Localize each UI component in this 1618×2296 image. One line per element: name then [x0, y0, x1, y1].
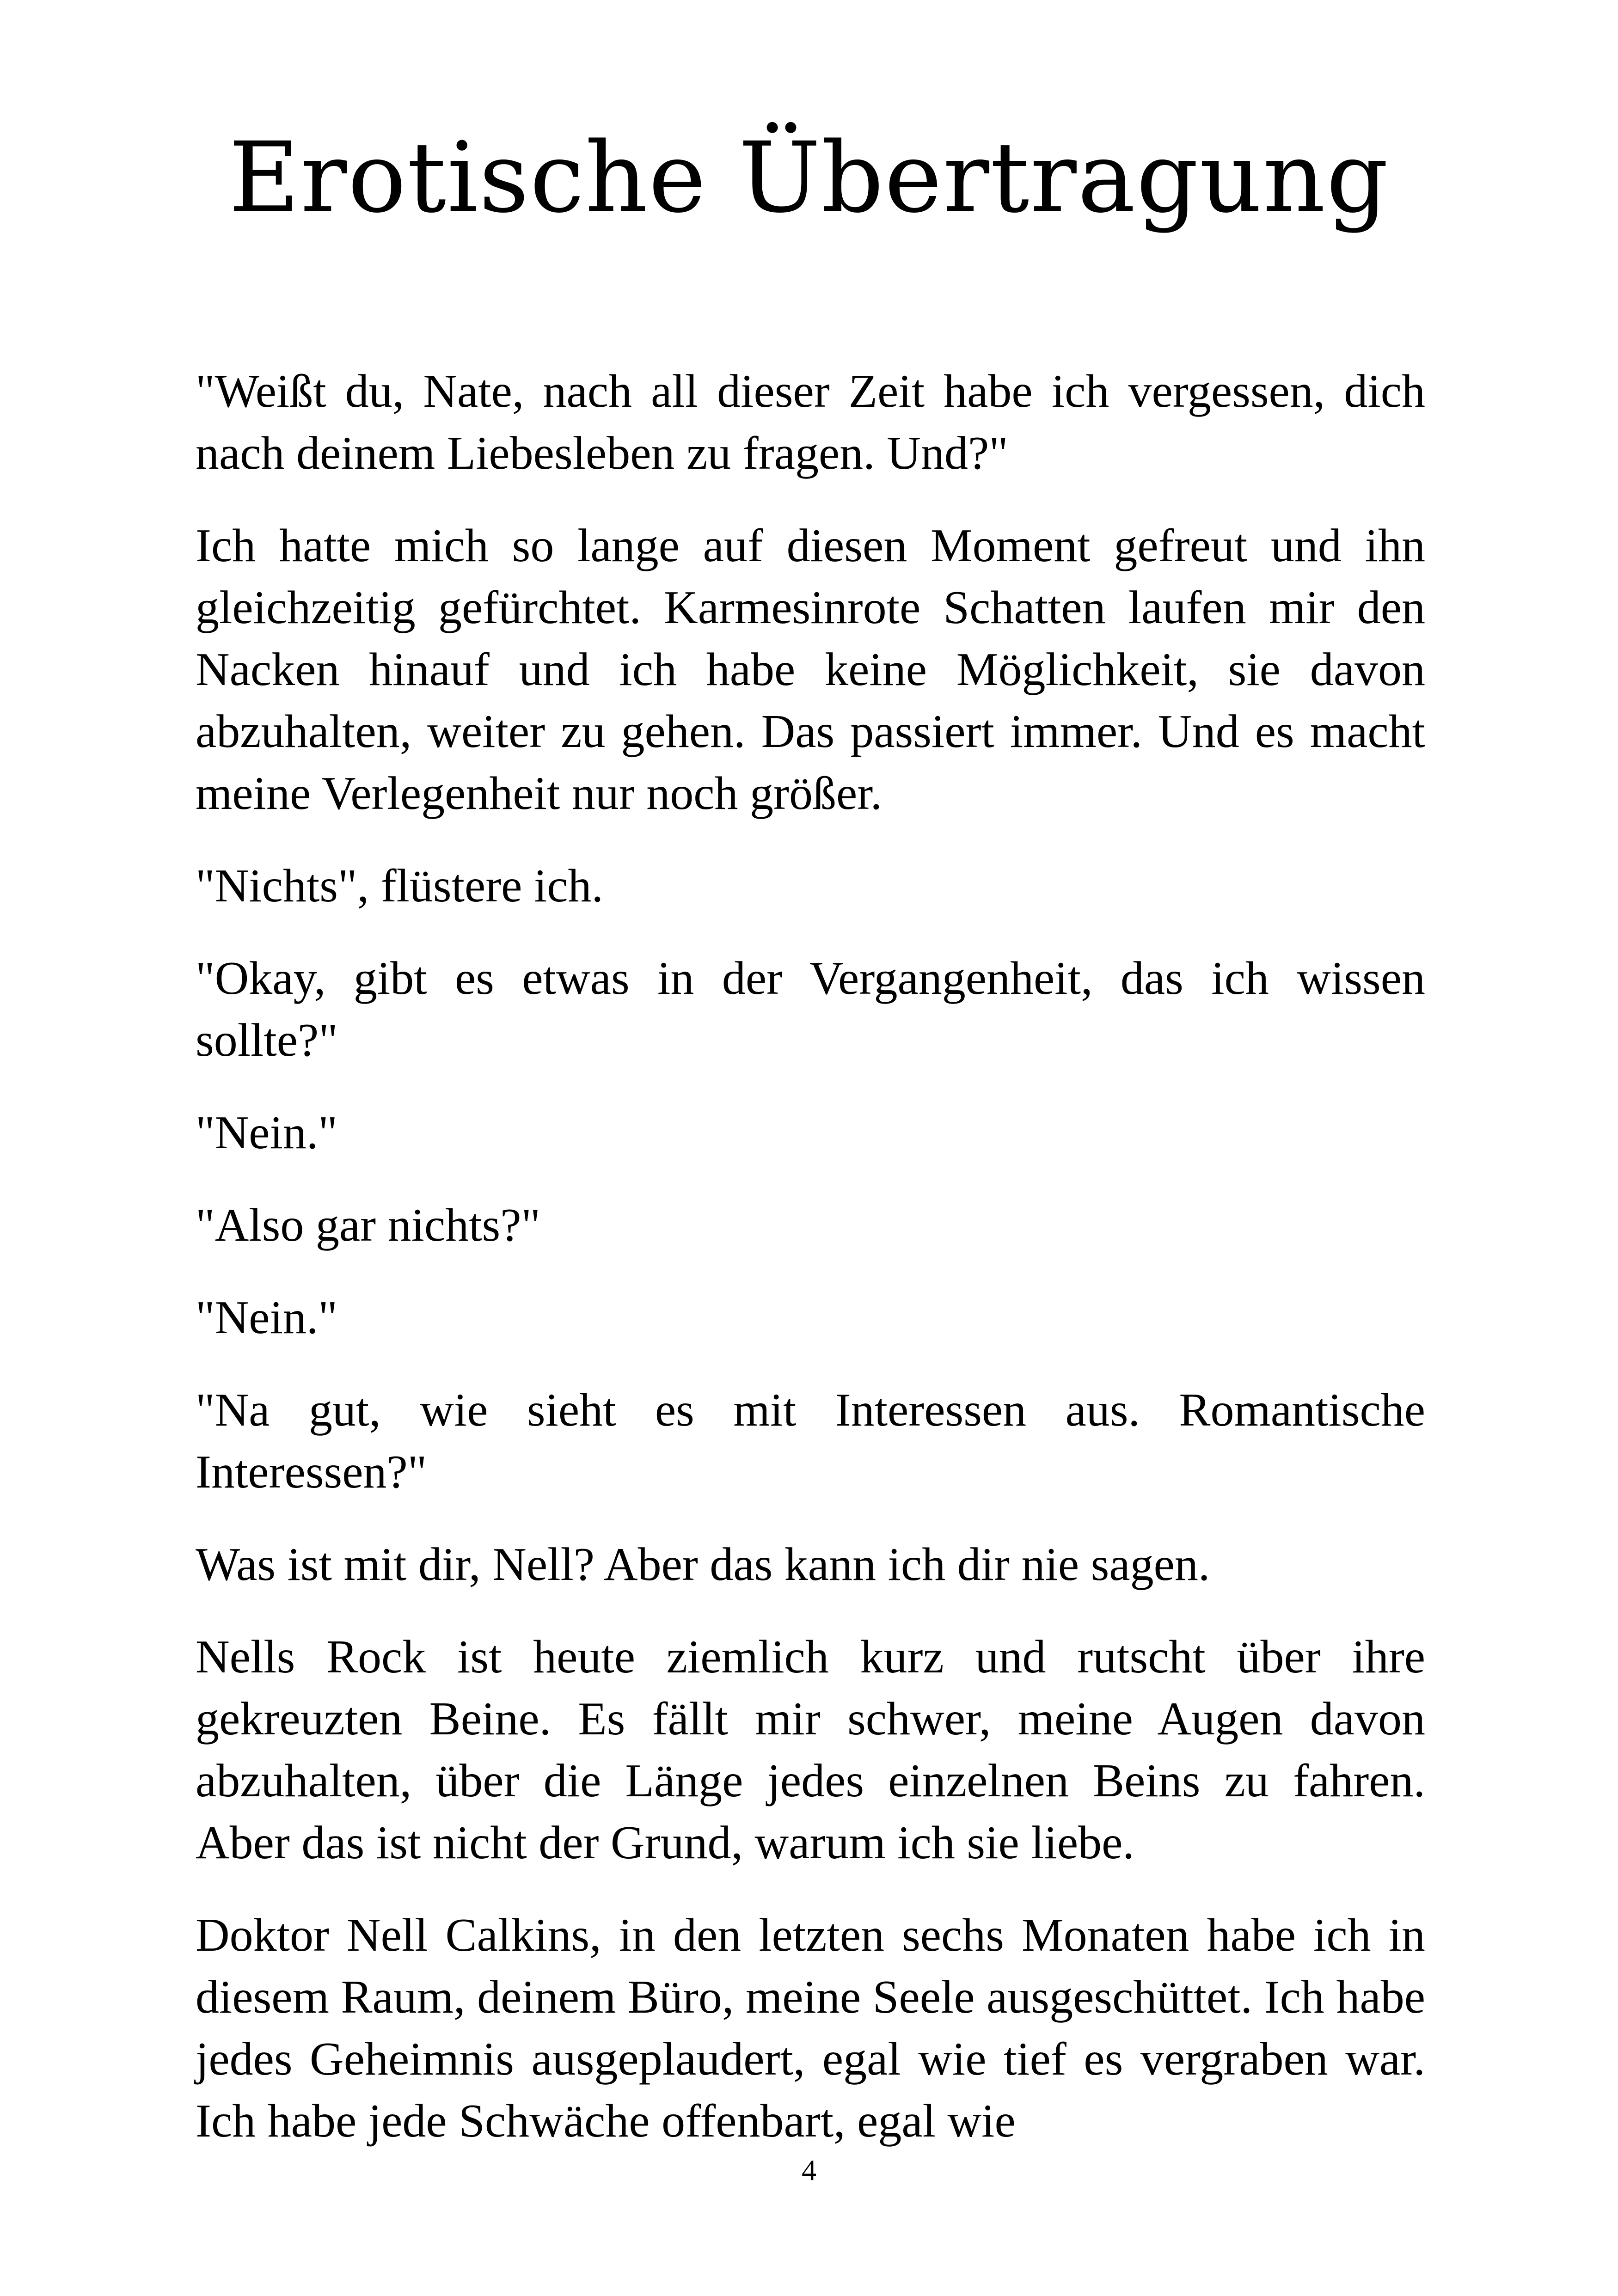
paragraph: Ich hatte mich so lange auf diesen Moment gefreut und ihn gleichzeitig gefürchtet. Karmesinrote Schatten laufen mir den Nacken hinauf und ich habe keine Möglichkeit, sie davon abzuhalten, weiter zu gehen. Das passiert immer. Und es macht meine Verlegenheit nur noch größer. [196, 520, 1425, 820]
paragraph: "Na gut, wie sieht es mit Interessen aus. Romantische Interessen?" [196, 1384, 1425, 1498]
paragraph: "Also gar nichts?" [196, 1199, 541, 1251]
paragraph: "Okay, gibt es etwas in der Vergangenheit, das ich wissen sollte?" [196, 952, 1425, 1066]
body-text [196, 361, 1425, 2183]
paragraph: "Nein." [196, 1107, 338, 1159]
paragraph: Was ist mit dir, Nell? Aber das kann ich dir nie sagen. [196, 1538, 1210, 1591]
paragraph: Doktor Nell Calkins, in den letzten sechs Monaten habe ich in diesem Raum, deinem Büro, meine Seele ausgeschüttet. Ich habe jedes Geheimnis ausgeplaudert, egal wie tief es vergraben war. Ich habe jede Schwäche offenbart, egal wie [196, 1909, 1425, 2147]
page-number: 4 [802, 2154, 816, 2186]
paragraph: "Nein." [196, 1292, 338, 1344]
paragraph: Nells Rock ist heute ziemlich kurz und rutscht über ihre gekreuzten Beine. Es fällt mir schwer, meine Augen davon abzuhalten, über die Länge jedes einzelnen Beins zu fahren. Aber das ist nicht der Grund, warum ich sie liebe. [196, 1631, 1425, 1869]
paragraph: "Nichts", flüstere ich. [196, 860, 604, 912]
paragraph: "Weißt du, Nate, nach all dieser Zeit habe ich vergessen, dich nach deinem Liebesleben zu fragen. Und?" [196, 365, 1425, 479]
chapter-title: Erotische Übertragung [228, 121, 1390, 234]
